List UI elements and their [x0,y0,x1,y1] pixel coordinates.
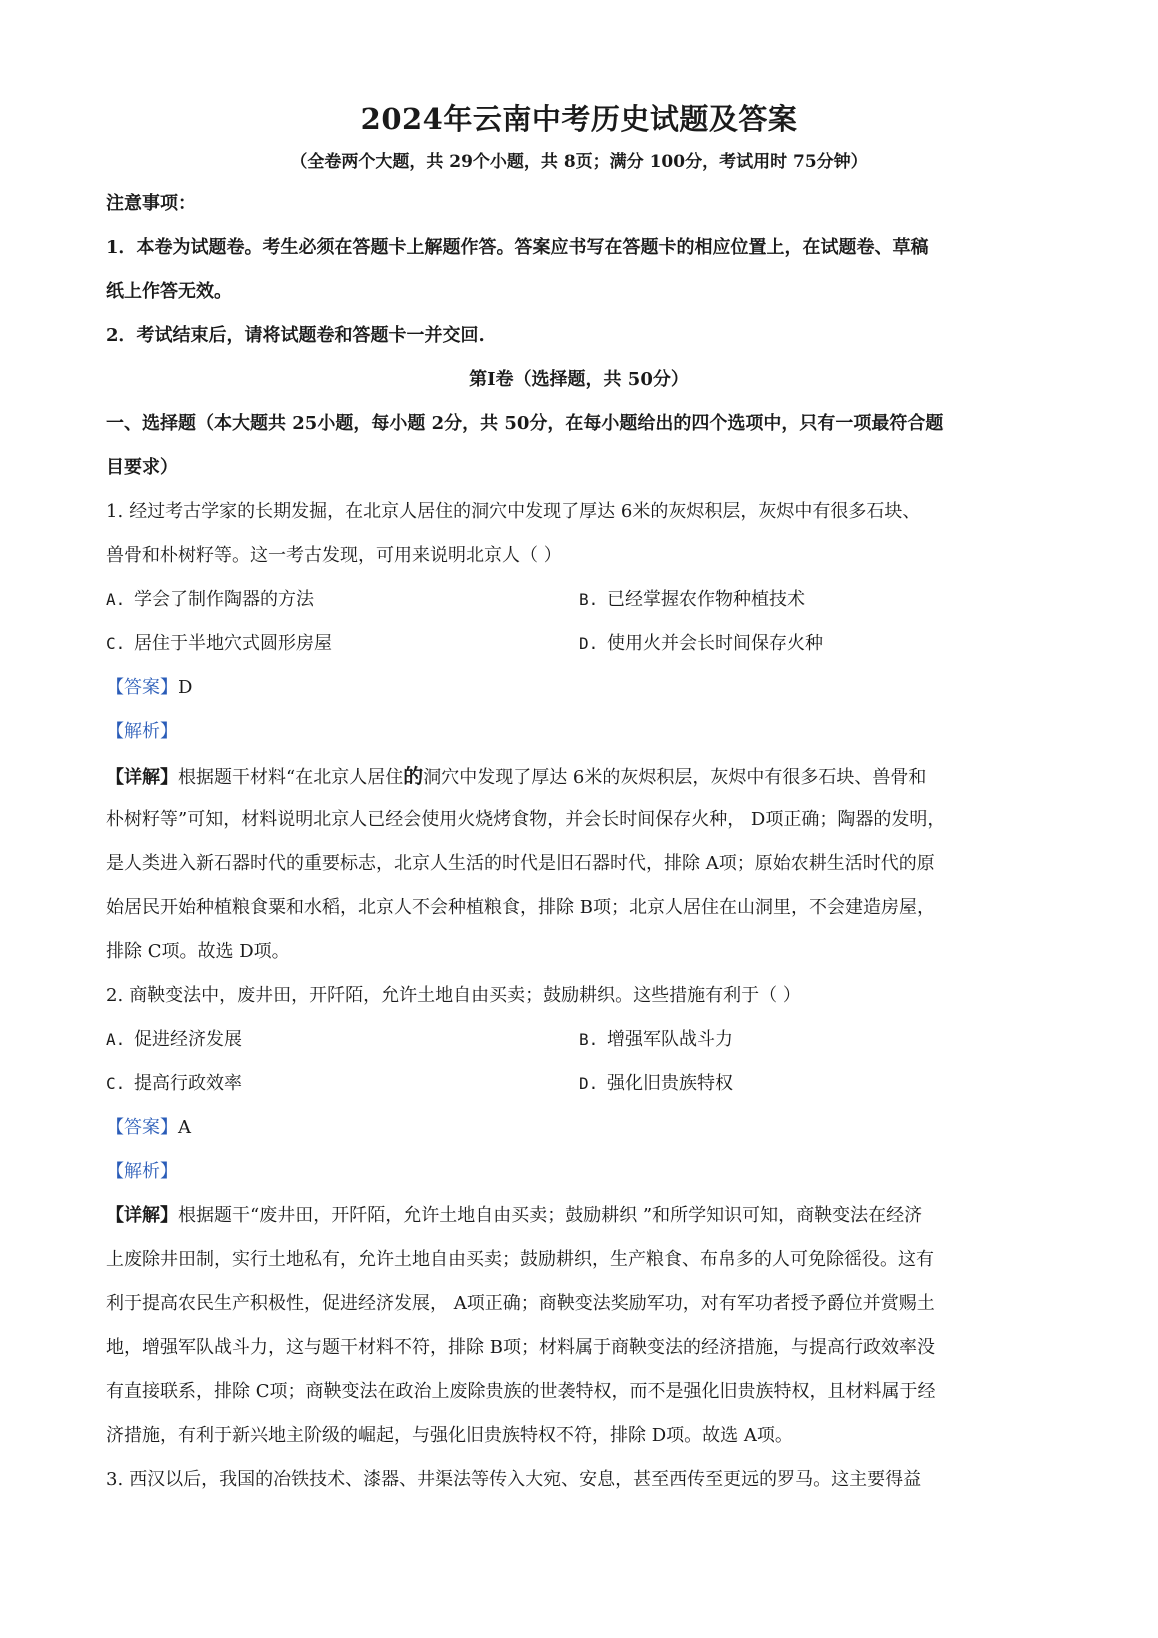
detail-line [106,1194,1052,1238]
option-text: 提高行政效率 [134,1073,242,1094]
option-text: 强化旧贵族特权 [607,1073,733,1094]
option-text: 使用火并会长时间保存火种 [607,633,823,654]
option-b [579,578,1052,622]
question-2-analysis-heading [106,1150,1052,1194]
option-text: 已经掌握农作物种植技术 [607,589,805,610]
detail-line: 始居民开始种植粮食粟和水稻，北京人不会种植粮食，排除 B项；北京人居住在山洞里，不会建造房屋， [106,897,935,918]
volume-title: 第Ⅰ卷（选择题，共 50分） [469,369,689,390]
question-2-options-row-2 [106,1062,1052,1106]
question-1-answer [106,666,1052,710]
notice-item-2: 2．考试结束后，请将试题卷和答题卡一并交回. [106,325,485,346]
detail-line: 地，增强军队战斗力，这与题干材料不符，排除 B项；材料属于商鞅变法的经济措施，与提高行政效率没 [106,1337,935,1358]
option-d [579,1062,1052,1106]
notice-item-1-line-1: 1．本卷为试题卷。考生必须在答题卡上解题作答。答案应书写在答题卡的相应位置上，在试题卷、草稿 [106,237,929,258]
option-text: 促进经济发展 [134,1029,242,1050]
option-c [106,622,579,666]
notice-heading: 注意事项： [106,193,196,214]
option-letter: A. [106,1030,126,1049]
option-letter: D. [579,634,599,653]
option-text: 增强军队战斗力 [607,1029,733,1050]
analysis-tag: 【解析】 [106,721,178,742]
option-text: 学会了制作陶器的方法 [134,589,314,610]
question-1-detail [106,754,1052,974]
page-title: 2024年云南中考历史试题及答案 [360,102,798,136]
detail-line: 有直接联系，排除 C项；商鞅变法在政治上废除贵族的世袭特权，而不是强化旧贵族特权，且材料属于经 [106,1381,936,1402]
question-stem-text: 西汉以后，我国的冶铁技术、漆器、井渠法等传入大宛、安息，甚至西传至更远的罗马。这主要得益 [129,1469,922,1490]
detail-text: 根据题干“废井田，开阡陌，允许土地自由买卖；鼓励耕织 ”和所学知识可知，商鞅变法在经济 [178,1205,923,1226]
question-1-stem-line-1 [106,490,1052,534]
question-2-stem-line-1 [106,974,1052,1018]
question-2 [106,974,1052,1458]
notice-item-1-line-2: 纸上作答无效。 [106,281,232,302]
option-letter: D. [579,1074,599,1093]
question-1-stem-line-2: 兽骨和朴树籽等。这一考古发现，可用来说明北京人（ ） [106,545,562,566]
option-b [579,1018,1052,1062]
question-3-stem-line-1 [106,1458,1052,1502]
detail-line [106,754,1052,798]
page-subtitle: （全卷两个大题，共 29个小题，共 8页；满分 100分，考试用时 75分钟） [290,152,868,172]
detail-line: 利于提高农民生产积极性，促进经济发展， A项正确；商鞅变法奖励军功，对有军功者授予爵位并赏赐土 [106,1293,935,1314]
option-text: 居住于半地穴式圆形房屋 [134,633,332,654]
detail-line: 济措施，有利于新兴地主阶级的崛起，与强化旧贵族特权不符，排除 D项。故选 A项。 [106,1425,793,1446]
question-1-analysis-heading [106,710,1052,754]
answer-value: D [178,677,193,698]
detail-bold-char: 的 [403,764,424,788]
question-3 [106,1458,1052,1502]
answer-tag: 【答案】 [106,1117,178,1138]
detail-line: 上废除井田制，实行土地私有，允许土地自由买卖；鼓励耕织，生产粮食、布帛多的人可免除徭役。这有 [106,1249,934,1270]
detail-tag: 【详解】 [106,767,178,788]
question-number: 3. [106,1469,124,1490]
answer-value: A [178,1117,191,1138]
question-stem-text: 商鞅变法中，废井田，开阡陌，允许土地自由买卖；鼓励耕织。这些措施有利于（ ） [129,985,801,1006]
section-instruction-line-1: 一、选择题（本大题共 25小题，每小题 2分，共 50分，在每小题给出的四个选项中，只有一项最符合题 [106,413,944,434]
detail-text: 根据题干材料“在北京人居住 [178,767,404,788]
option-c [106,1062,579,1106]
question-1-options-row-2 [106,622,1052,666]
option-letter: C. [106,634,126,653]
question-number: 2. [106,985,124,1006]
detail-tag: 【详解】 [106,1205,178,1226]
option-a [106,578,579,622]
question-2-detail [106,1194,1052,1458]
question-stem-text: 经过考古学家的长期发掘，在北京人居住的洞穴中发现了厚达 6米的灰烬积层，灰烬中有很多石块、 [129,501,921,522]
question-1-options-row-1 [106,578,1052,622]
option-letter: C. [106,1074,126,1093]
answer-tag: 【答案】 [106,677,178,698]
detail-line: 朴树籽等”可知，材料说明北京人已经会使用火烧烤食物，并会长时间保存火种， D项正确；陶器的发明， [106,809,946,830]
detail-line: 是人类进入新石器时代的重要标志，北京人生活的时代是旧石器时代，排除 A项；原始农耕生活时代的原 [106,853,935,874]
option-a [106,1018,579,1062]
question-2-answer [106,1106,1052,1150]
option-letter: A. [106,590,126,609]
question-number: 1. [106,501,124,522]
detail-text: 洞穴中发现了厚达 6米的灰烬积层，灰烬中有很多石块、兽骨和 [423,767,927,788]
option-letter: B. [579,1030,599,1049]
question-2-options-row-1 [106,1018,1052,1062]
option-letter: B. [579,590,599,609]
question-1 [106,490,1052,974]
section-instruction-line-2: 目要求） [106,457,178,478]
analysis-tag: 【解析】 [106,1161,178,1182]
option-d [579,622,1052,666]
detail-line: 排除 C项。故选 D项。 [106,941,290,962]
